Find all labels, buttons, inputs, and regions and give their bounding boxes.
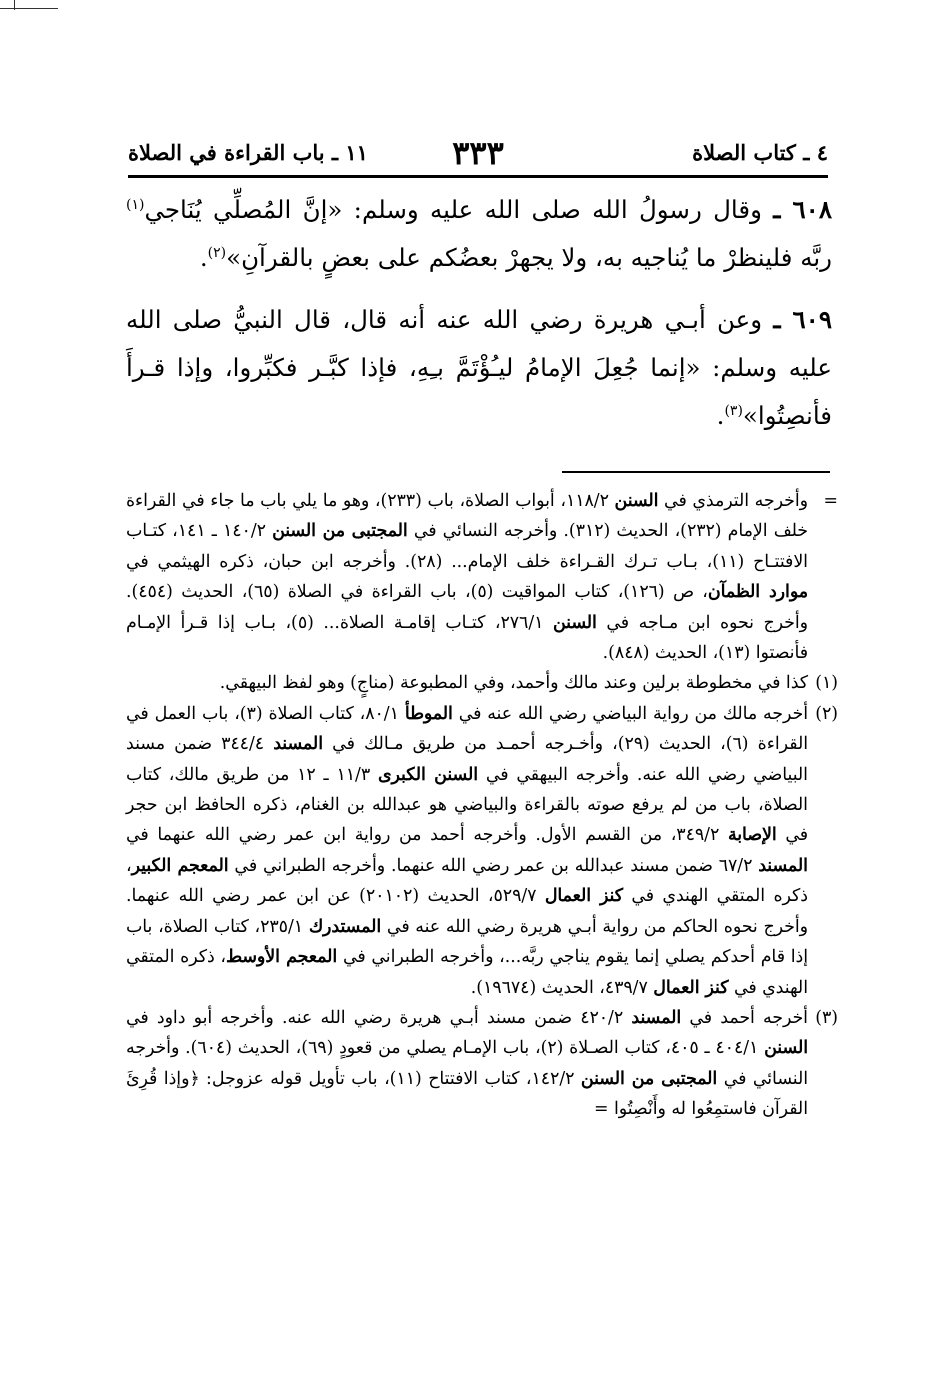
footnotes [126,486,838,1125]
scan-corner-mark [0,0,60,12]
hadith-text: . [199,243,208,272]
hadith-number: ٦٠٩ ـ [773,305,832,334]
page-number: ٣٣٣ [452,134,504,172]
hadith-text: ربَّه فلينظرْ ما يُناجيه به، ولا يجهرْ بعضُكم على بعضٍ بالقرآنِ» [226,243,832,272]
footnote-marker: (١) [815,673,838,694]
hadith-text: وقال رسولُ الله صلى الله عليه وسلم: «إنَّ المُصلِّي يُنَاجي [144,195,774,224]
hadith-608 [126,186,832,282]
footnote-separator [562,471,830,473]
footnote-marker: (٢) [815,703,838,724]
footnote-text: وأخرجه الترمذي في السنن ١١٨/٢، أبواب الصلاة، باب (٢٣٣)، وهو ما يلي باب ما جاء في القراءة خلف الإمام (٢٣٢)، الحديث (٣١٢). وأخرجه النسائي في المجتبى من السنن ١٤٠/٢ ـ ١٤١، كتـاب الافتتـاح (١١)، بـاب تـرك القـراءة خلف الإمام... (٢٨). وأخرجه ابن حبان، ذكره الهيثمي في موارد الظمآن، ص (١٢٦)، كتاب المواقيت (٥)، باب القراءة في الصلاة (٦٥)، الحديث (٤٥٤). وأخرج نحوه ابن مـاجه في السنن ٢٧٦/١، كتـاب إقامـة الصلاة... (٥)، بـاب إذا قـرأ الإمـام فأنصتوا (١٣)، الحديث (٨٤٨). [126,491,809,664]
header-rule [128,175,828,178]
footnote-text: أخرجه مالك من رواية البياضي رضي الله عنه في الموطأ ٨٠/١، كتاب الصلاة (٣)، باب العمل في القراءة (٦)، الحديث (٢٩)، وأخـرجه أحمـد من طريق مـالك في المسند ٣٤٤/٤ ضمن مسند البياضي رضي الله عنه. وأخرجه البيهقي في السنن الكبرى ١١/٣ ـ ١٢ من طريق مالك، كتاب الصلاة، باب من لم يرفع صوته بالقراءة والبياضي هو عبدالله بن الغنام، ذكره الحافظ ابن حجر في الإصابة ٣٤٩/٢، من القسم الأول. وأخرجه أحمد من رواية ابن عمر رضي الله عنهما في المسند ٦٧/٢ ضمن مسند عبدالله بن عمر رضي الله عنهما. وأخرجه الطبراني في المعجم الكبير، ذكره المتقي الهندي في كنز العمال ٥٢٩/٧، الحديث (٢٠١٠٢) عن ابن عمر رضي الله عنهما. وأخرج نحوه الحاكم من رواية أبـي هريرة رضي الله عنه في المستدرك ٢٣٥/١، كتاب الصلاة، باب إذا قام أحدكم يصلي إنما يقوم يناجي ربَّه...، وأخرجه الطبراني في المعجم الأوسط، ذكره المتقي الهندي في كنز العمال ٤٣٩/٧، الحديث (١٩٦٧٤). [126,703,809,998]
hadith-text: وعن أبـي هريرة رضي الله عنه أنه قال، قال النبيُّ صلى الله عليه وسلم: «إنما جُعِلَ الإمامُ ليـُؤْتَمَّ بـِهِ، فإذا كبَّـر فكبِّروا، وإذا قـرأَ فأنصِتُوا» [126,305,832,430]
footnote-text: كذا في مخطوطة برلين وعند مالك وأحمد، وفي المطبوعة (مناجٍ) وهو لفظ البيهقي. [219,673,808,694]
footnote-1 [126,668,838,698]
footnote-2 [126,699,838,1003]
footnote-ref: (٣) [724,402,743,419]
footnote-text: أخرجه أحمد في المسند ٤٢٠/٢ ضمن مسند أبـي هريرة رضي الله عنه. وأخرجه أبو داود في السنن ٤٠٤/١ ـ ٤٠٥، كتاب الصـلاة (٢)، باب الإمـام يصلي من قعودٍ (٦٩)، الحديث (٦٠٤). وأخرجه النسائي في المجتبى من السنن ١٤٢/٢، كتاب الافتتاح (١١)، باب تأويل قوله عزوجل: ﴿وإذا قُرِئَ القرآن فاستمِعُوا له وأَنْصِتُوا = [126,1007,809,1120]
hadith-number: ٦٠٨ ـ [773,195,832,224]
running-header [128,134,828,172]
footnote-marker: = [823,491,838,511]
footnote-ref: (٢) [207,244,227,261]
hadith-609 [126,296,832,440]
main-text [126,186,832,440]
hadith-text: . [716,401,725,430]
footnote-3 [126,1003,838,1125]
chapter-title: ٤ ـ كتاب الصلاة [692,140,828,165]
section-title: ١١ ـ باب القراءة في الصلاة [128,140,368,165]
footnote-continued [126,486,838,668]
footnote-marker: (٣) [815,1007,838,1028]
footnote-ref: (١) [126,196,145,213]
